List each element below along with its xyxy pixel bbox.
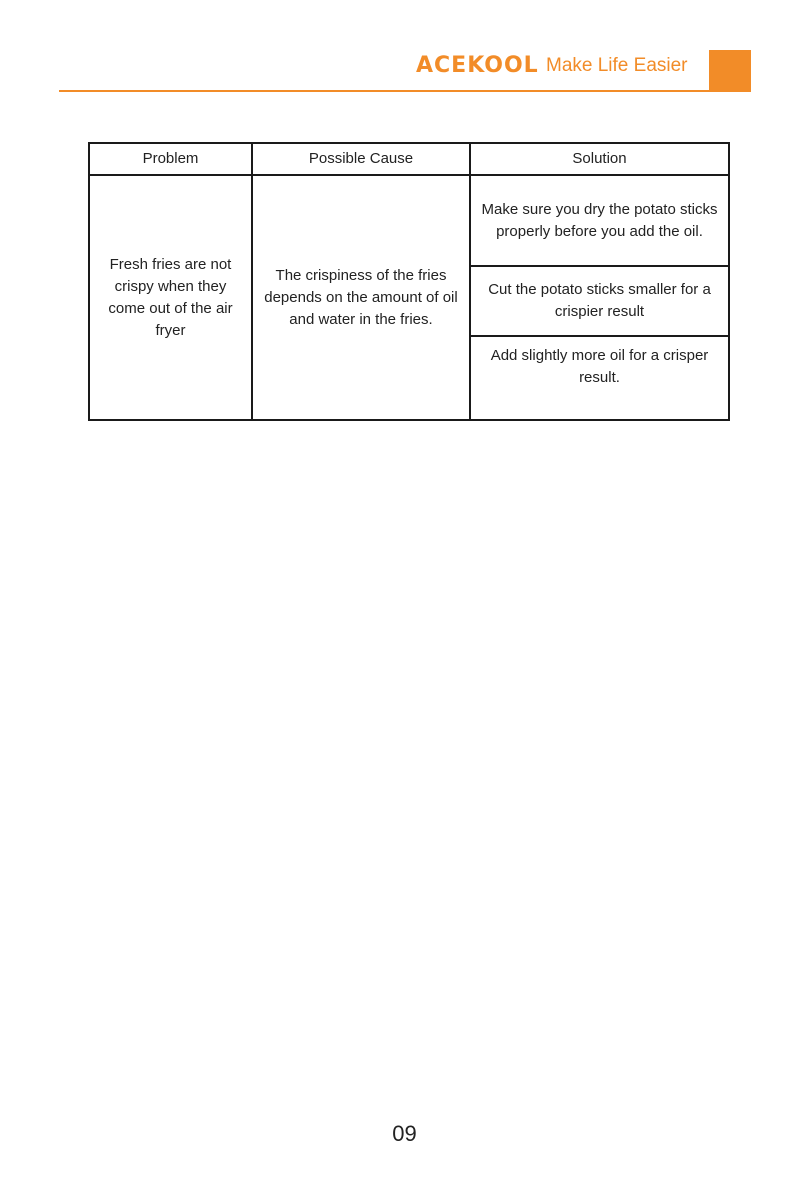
- header-solution: Solution: [470, 143, 729, 175]
- cause-cell: The crispiness of the fries depends on the amount of oil and water in the fries.: [252, 175, 470, 420]
- table-header-row: [89, 143, 729, 175]
- page-number: 09: [392, 1121, 417, 1146]
- header-accent-tab: [709, 50, 751, 91]
- header-rule: [59, 90, 751, 92]
- solution-cell-3: Add slightly more oil for a crisper result.: [470, 336, 729, 420]
- header-problem: Problem: [89, 143, 252, 175]
- problem-cell: Fresh fries are not crispy when they come out of the air fryer: [89, 175, 252, 420]
- solution-cell-2: Cut the potato sticks smaller for a crispier result: [470, 266, 729, 336]
- troubleshooting-table: [88, 142, 730, 421]
- header-possible-cause: Possible Cause: [252, 143, 470, 175]
- brand-logo: ACEKOOL: [416, 53, 539, 78]
- table-row: [89, 175, 729, 266]
- page-header: [0, 0, 809, 95]
- solution-cell-1: Make sure you dry the potato sticks properly before you add the oil.: [470, 175, 729, 266]
- brand-tagline: Make Life Easier: [546, 55, 688, 76]
